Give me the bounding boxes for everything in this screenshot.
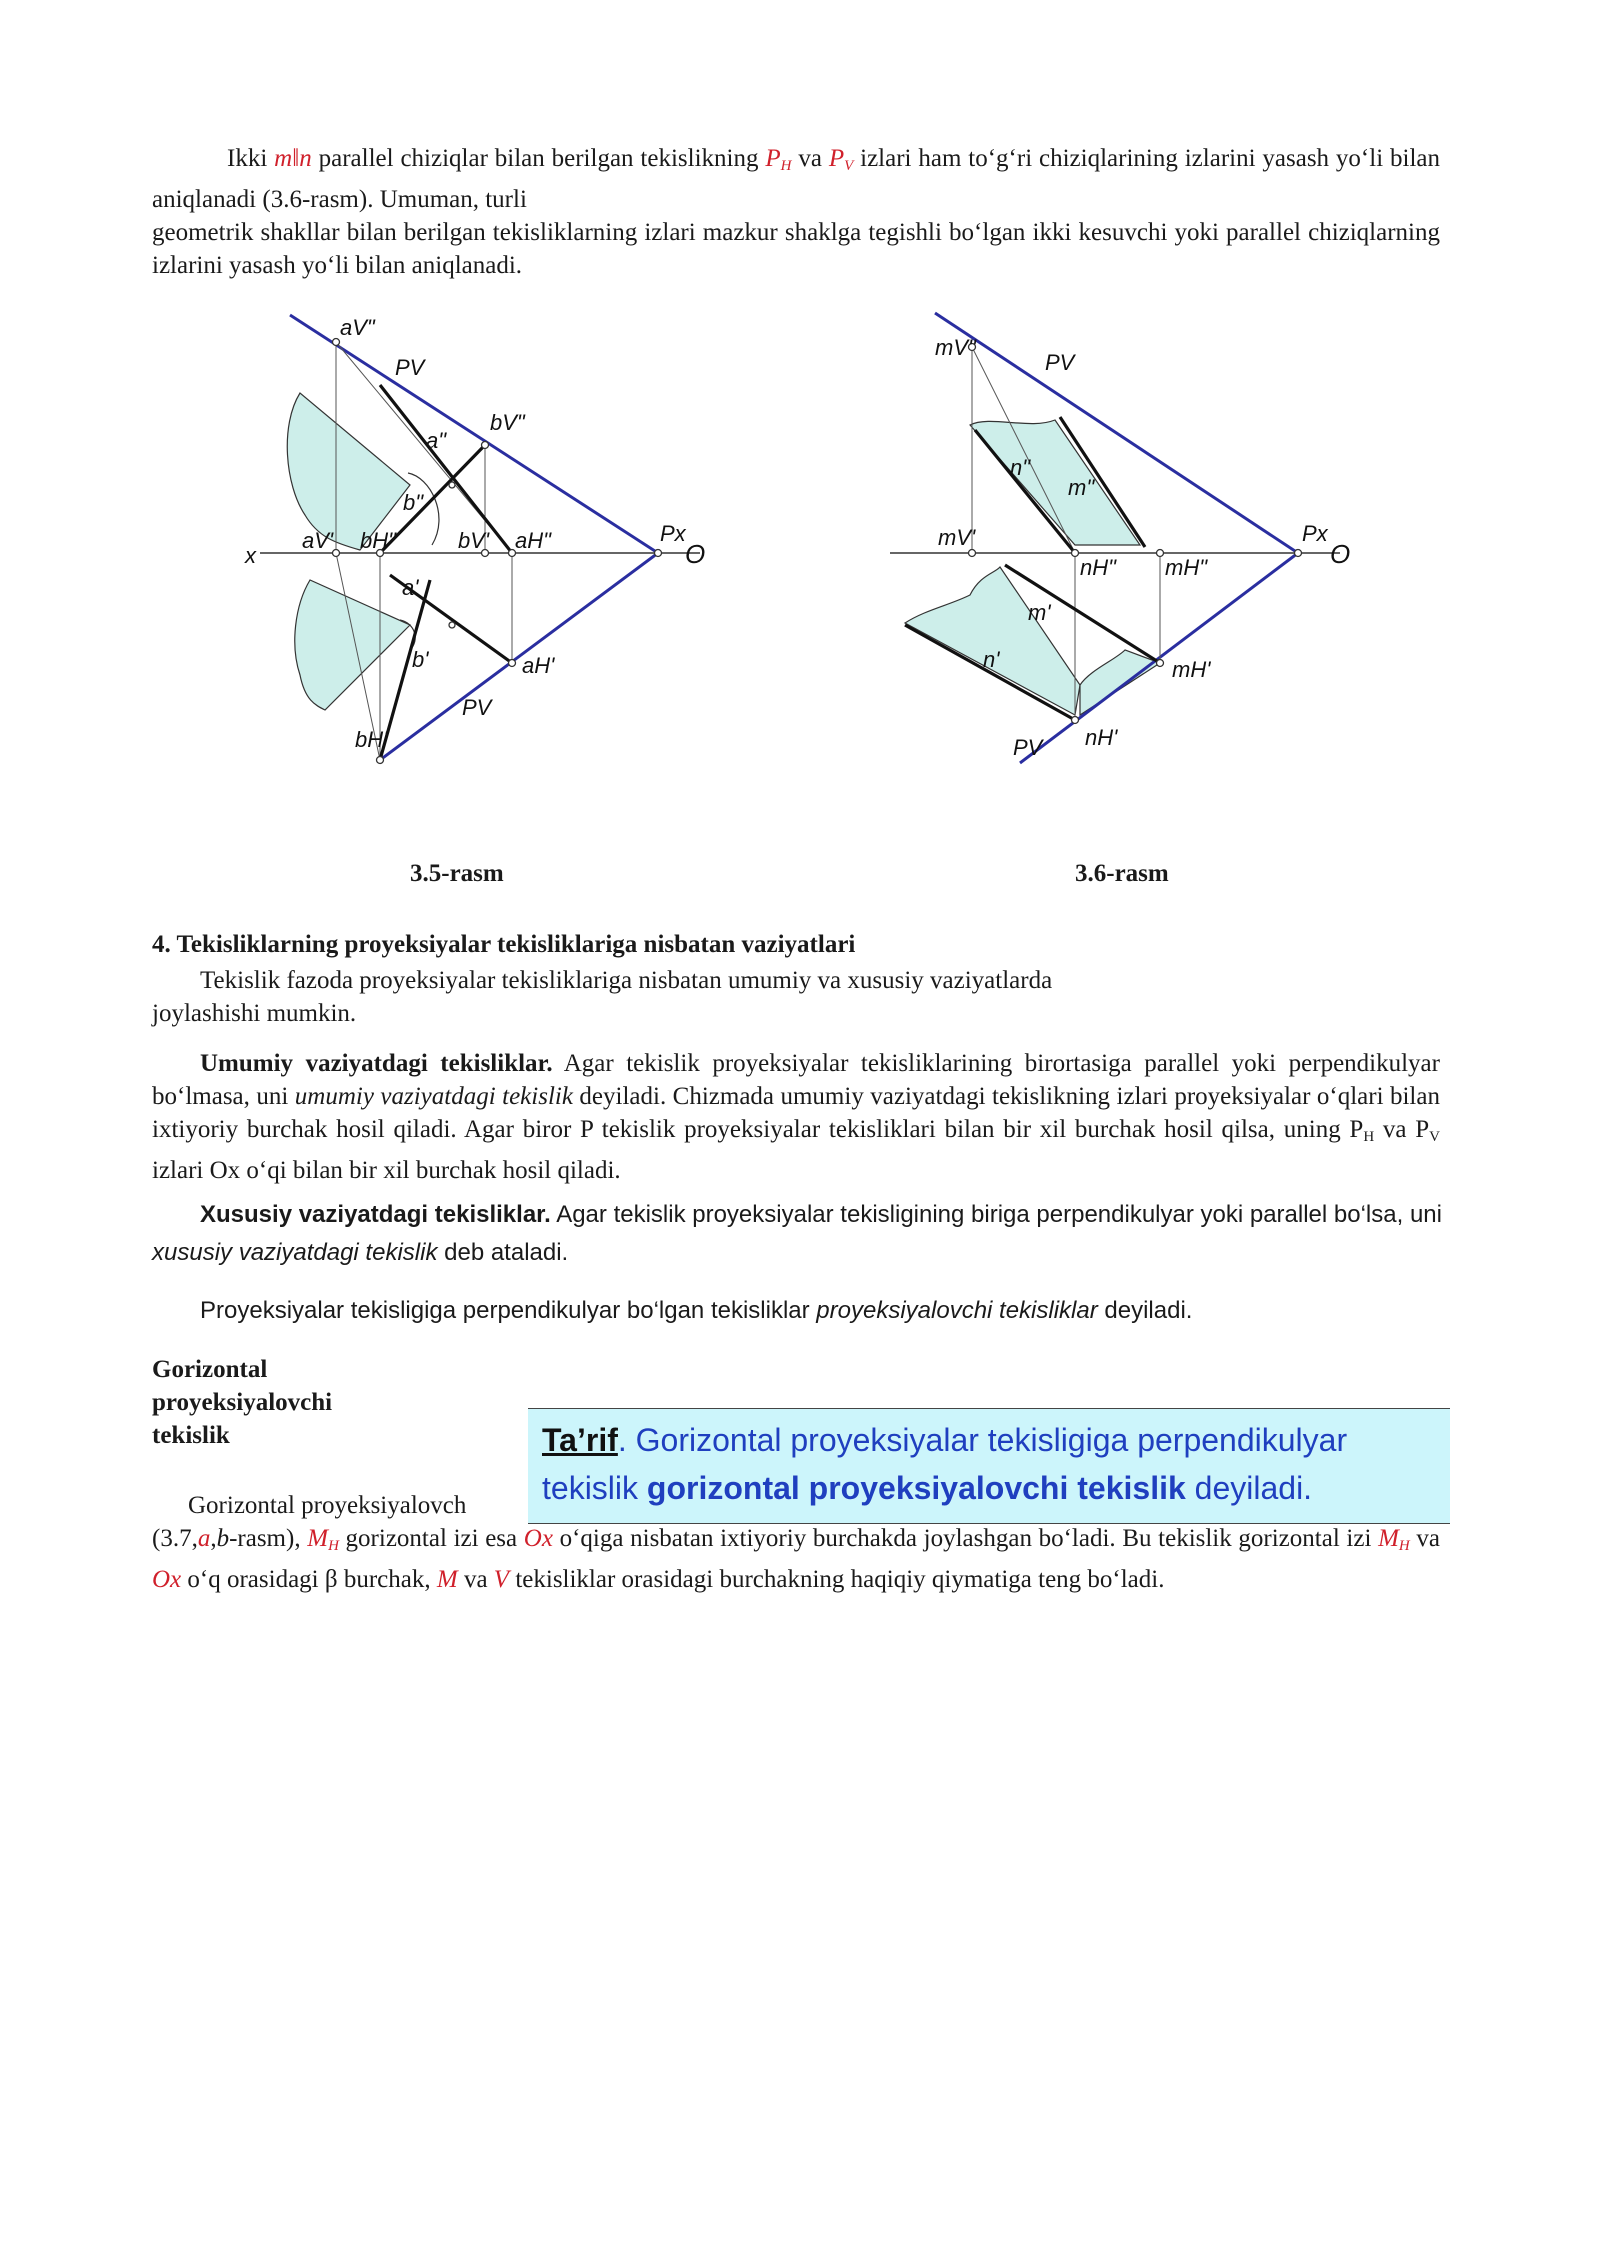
label-a2: a" [426,428,447,453]
label-mH1: mH' [1172,657,1211,682]
term: umumiy vaziyatdagi tekislik [294,1083,573,1110]
label-aV2: aV" [340,315,375,340]
label-O: O [685,539,706,569]
label-Px: Px [660,521,686,546]
label-a1: a' [402,575,419,600]
definition-box [528,1408,1450,1524]
label-b2: b" [403,490,424,515]
plane-V: V [493,1566,510,1593]
line-m: m [274,145,293,172]
section-intro [152,964,1440,1030]
section-heading: 4. Tekisliklarning proyeksiyalar tekisliklariga nisbatan vaziyatlari [152,931,856,958]
subscript-H: H [1398,1538,1410,1554]
text: deyiladi. [1097,1297,1193,1324]
label-aH2: aH" [515,528,551,553]
text: geometrik shakllar bilan berilgan tekisliklarning izlari mazkur shaklga tegishli bo‘lgan ikki kesuvchi yoki parallel chiziqlarning izlarini yasash yo‘li bilan aniqlanadi. [152,219,1440,279]
text: o‘qiga nisbatan ixtiyoriy burchakda joylashgan bo‘ladi. Bu tekislik gorizontal izi [552,1525,1379,1552]
text: Tekislik fazoda proyeksiyalar tekisliklariga nisbatan umumiy va xususiy vaziyatlarda [200,967,1053,994]
label-n2: n" [1010,455,1031,480]
umumiy-paragraph [152,1047,1440,1187]
text: va P [1374,1116,1430,1143]
letter-a: a [197,1525,211,1552]
text: Ikki [227,145,275,172]
subscript-H: H [780,158,792,174]
subscript-H: H [328,1538,339,1554]
text: deb ataladi. [437,1239,569,1266]
term: proyeksiyalovchi tekisliklar [816,1297,1098,1324]
text: va [457,1566,494,1593]
text: tekislik [152,1422,230,1449]
label-Px: Px [1302,521,1328,546]
label-mH2: mH" [1165,555,1208,580]
term: xususiy vaziyatdagi tekislik [152,1239,438,1266]
label-n1: n' [983,647,1000,672]
label-bH2: bH" [360,528,396,553]
text: joylashishi mumkin. [152,1000,357,1027]
subscript-V: V [844,158,854,174]
label-aH1: aH' [522,653,555,678]
subheading [152,1353,382,1452]
subscript-H: H [1363,1129,1375,1145]
caption-3-6: 3.6-rasm [1075,860,1169,887]
label-aV1: aV' [302,528,334,553]
proyeksiyalovchi-paragraph [152,1292,1440,1330]
label-mV1: mV' [938,525,976,550]
text: Agar tekislik proyeksiyalar tekisliklarining birortasiga parallel yoki perpendikulyar bo‘lmasa, uni [152,1050,1440,1110]
text: . [617,1422,636,1458]
text: , [210,1525,217,1552]
figure-3-6-drawing [880,305,1360,775]
text: Gorizontal proyeksiyalovch [188,1492,467,1519]
text: (3.7, [152,1525,198,1552]
text: deyiladi. [1185,1470,1313,1506]
axis-Ox: Ox [523,1525,553,1552]
text: Agar tekislik proyeksiyalar tekisligining biriga perpendikulyar yoki parallel bo‘lsa, uni [550,1201,1442,1228]
caption-3-5: 3.5-rasm [410,860,504,887]
umumiy-title: Umumiy vaziyatdagi tekisliklar. [200,1050,553,1077]
trace-P: P [828,145,845,172]
figure-3-5-drawing [240,305,720,775]
intro-paragraph [152,142,1440,282]
figure-3-5 [240,305,720,780]
plane-M: M [436,1566,458,1593]
trace-M: M [307,1525,329,1552]
trace-P: P [765,145,781,172]
text: Gorizontal [152,1356,268,1383]
text: va [791,145,829,172]
text: proyeksiyalovchi [152,1389,333,1416]
label-m2: m" [1068,475,1095,500]
definition-term: gorizontal proyeksiyalovchi tekislik [646,1470,1186,1506]
subscript-V: V [1429,1129,1441,1145]
text: -rasm), [229,1525,308,1552]
definition-lead: Ta’rif [542,1422,618,1458]
text: parallel chiziqlar bilan berilgan tekislikning [311,145,766,172]
text: o‘q orasidagi β burchak, [181,1566,437,1593]
line-n: n [299,145,312,172]
text: Gorizontal proyeksiyalar tekisligiga perpendikulyar tekislik [542,1422,1348,1506]
text: izlari Ox o‘qi bilan bir xil burchak hosil qiladi. [152,1157,621,1184]
axis-Ox: Ox [152,1566,182,1593]
label-O: O [1330,539,1351,569]
figure-3-6 [880,305,1360,780]
label-nH2: nH" [1080,555,1116,580]
text: gorizontal izi esa [338,1525,524,1552]
label-PV-bottom: PV [462,695,492,720]
label-mV2: mV" [935,335,976,360]
text: deyiladi. Chizmada umumiy vaziyatdagi tekislikning izlari proyeksiyalar o‘qlari bilan ixtiyoriy burchak hosil qiladi. Agar biror P tekislik proyeksiyalar tekisliklari bilan bir xil burchak hosil qilsa, uning P [152,1083,1440,1143]
text: izlari ham to‘g‘ri chiziqlarining izlarini yasash yo‘li bilan aniqlanadi (3.6-rasm). Umuman, turli [152,145,1440,213]
label-PV-top: PV [395,355,425,380]
text: tekisliklar orasidagi burchakning haqiqiy qiymatiga teng bo‘ladi. [509,1566,1165,1593]
label-PV-bottom: PV [1013,735,1043,760]
trace-M: M [1378,1525,1399,1552]
xususiy-paragraph [152,1196,1470,1272]
label-x: x [245,543,256,568]
xususiy-title: Xususiy vaziyatdagi tekisliklar. [200,1201,551,1228]
label-bH1: bH' [355,727,388,752]
label-PV-top: PV [1045,350,1075,375]
label-b1: b' [412,647,429,672]
parallel-sign: ‖ [292,145,300,172]
label-nH1: nH' [1085,725,1118,750]
letter-b: b [216,1525,230,1552]
label-bV2: bV" [490,410,525,435]
text: Proyeksiyalar tekisligiga perpendikulyar bo‘lgan tekisliklar [200,1297,817,1324]
label-m1: m' [1028,600,1051,625]
label-bV1: bV' [458,528,490,553]
text: va [1409,1525,1441,1552]
